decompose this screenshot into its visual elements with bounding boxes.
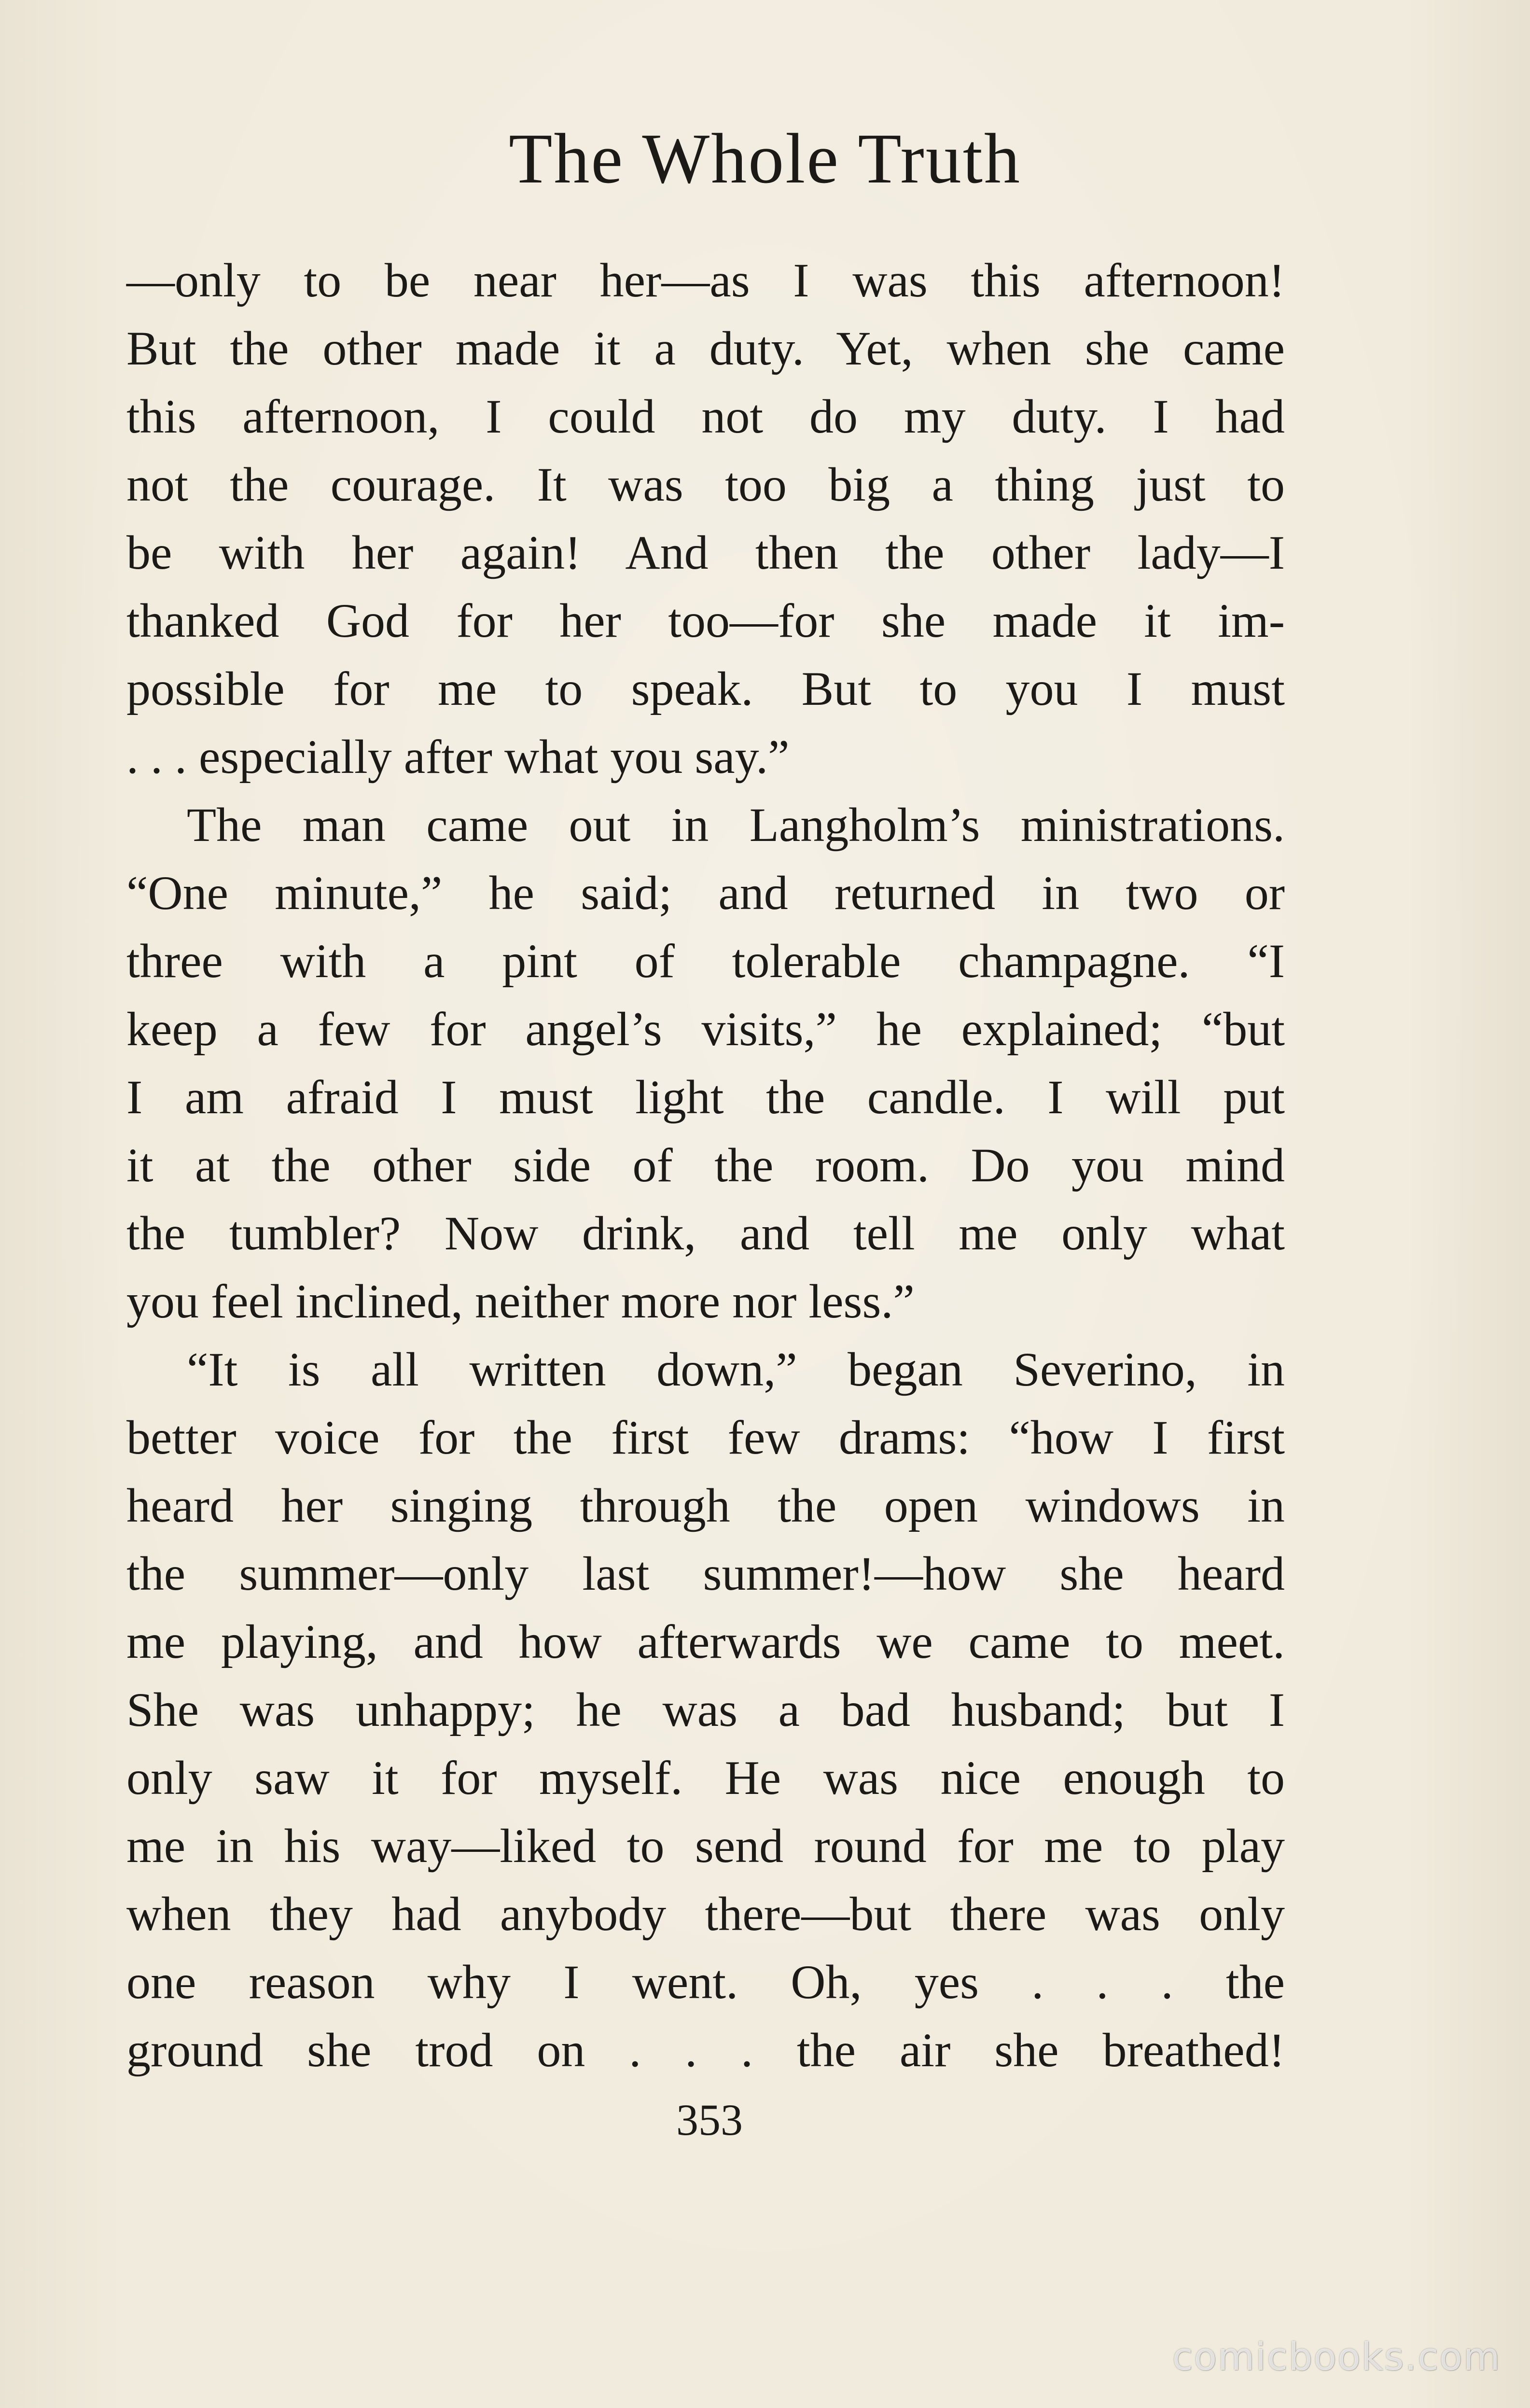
text-line: only saw it for myself. He was nice enough to [126,1751,1285,1805]
text-line: it at the other side of the room. Do you mind [126,1138,1285,1192]
running-head: The Whole Truth [509,119,1021,198]
page-number: 353 [676,2095,743,2144]
text-line: the tumbler? Now drink, and tell me only what [126,1206,1285,1260]
text-line: She was unhappy; he was a bad husband; but I [126,1683,1285,1736]
text-line: “It is all written down,” began Severino, in [187,1343,1285,1396]
text-line: I am afraid I must light the candle. I will put [126,1070,1285,1124]
text-line: this afternoon, I could not do my duty. I had [126,390,1285,443]
text-line: one reason why I went. Oh, yes . . . the [126,1955,1285,2009]
text-line: me in his way—liked to send round for me to play [126,1819,1285,1873]
text-line: not the courage. It was too big a thing just to [126,458,1285,511]
text-line: “One minute,” he said; and returned in two or [126,866,1285,920]
text-line: me playing, and how afterwards we came to meet. [126,1615,1285,1668]
text-line: possible for me to speak. But to you I must [126,662,1285,715]
text-line: thanked God for her too—for she made it im- [126,594,1285,647]
text-line: The man came out in Langholm’s ministrations. [187,798,1285,852]
body-text [126,246,1285,2084]
text-line: heard her singing through the open windows in [126,1479,1285,1532]
text-line: keep a few for angel’s visits,” he explained; “but [126,1002,1285,1056]
text-line: the summer—only last summer!—how she heard [126,1547,1285,1600]
text-line: better voice for the first few drams: “how I first [126,1411,1285,1464]
text-line: when they had anybody there—but there was only [126,1887,1285,1941]
text-line: ground she trod on . . . the air she breathed! [126,2023,1285,2077]
text-line: . . . especially after what you say.” [126,730,790,784]
text-line: you feel inclined, neither more nor less.” [126,1274,915,1328]
watermark: comicbooks.com [1172,2336,1501,2379]
text-line: three with a pint of tolerable champagne. “I [126,934,1285,988]
text-line: —only to be near her—as I was this afternoon! [126,253,1285,307]
text-line: But the other made it a duty. Yet, when she came [126,322,1285,375]
text-line: be with her again! And then the other lady—I [126,526,1285,579]
